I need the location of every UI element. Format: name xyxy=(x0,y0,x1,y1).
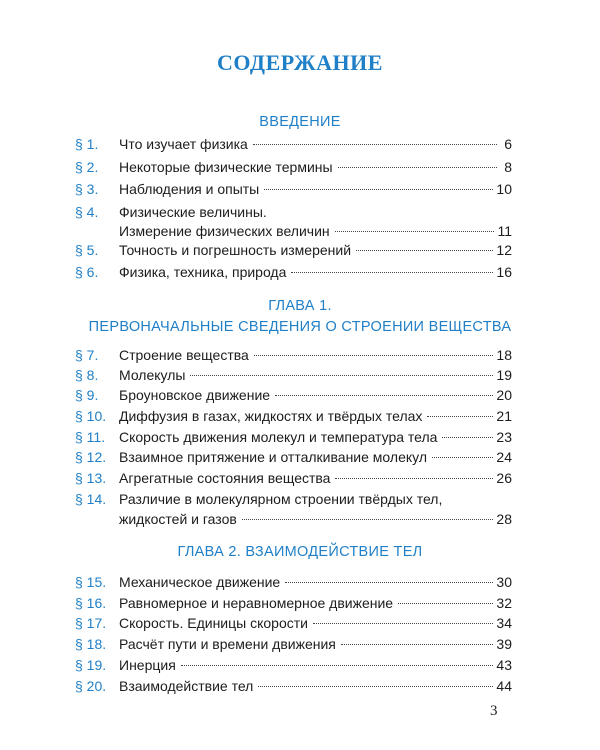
toc-entry[interactable] xyxy=(75,134,512,154)
toc-entry[interactable] xyxy=(75,468,512,488)
toc-entry[interactable] xyxy=(75,365,512,385)
page-ref: 26 xyxy=(496,470,512,486)
toc-entry[interactable] xyxy=(75,676,512,696)
section-number: § 18. xyxy=(75,636,107,652)
toc-entry-first-line[interactable] xyxy=(75,489,512,509)
page-ref: 24 xyxy=(496,449,512,465)
section-number: § 3. xyxy=(75,181,99,197)
section-number: § 6. xyxy=(75,264,99,280)
section-number: § 8. xyxy=(75,367,99,383)
dot-leader xyxy=(181,664,494,666)
section-heading-intro: ВВЕДЕНИЕ xyxy=(259,114,341,130)
entry-title: Расчёт пути и времени движения xyxy=(119,636,336,652)
section-number: § 20. xyxy=(75,678,107,694)
entry-title: Броуновское движение xyxy=(119,387,271,403)
dot-leader xyxy=(427,415,493,417)
page-ref: 39 xyxy=(496,636,512,652)
page-ref: 34 xyxy=(496,615,512,631)
entry-title: Равномерное и неравномерное движение xyxy=(119,595,394,611)
toc-entry[interactable] xyxy=(75,179,512,199)
section-number: § 10. xyxy=(75,408,107,424)
toc-entry[interactable] xyxy=(75,240,512,260)
entry-title: Взаимное притяжение и отталкивание молекул xyxy=(119,449,427,465)
section-number: § 2. xyxy=(75,159,99,175)
toc-entry[interactable] xyxy=(75,157,512,177)
dot-leader xyxy=(341,643,494,645)
entry-title: Строение вещества xyxy=(119,347,249,363)
toc-entry[interactable] xyxy=(75,427,512,447)
page-number: 3 xyxy=(490,703,498,719)
section-number: § 17. xyxy=(75,615,107,631)
toc-entry[interactable] xyxy=(75,572,512,592)
entry-title: Точность и погрешность измерений xyxy=(119,242,352,258)
dot-leader xyxy=(338,166,497,168)
dot-leader xyxy=(254,354,494,356)
entry-title: Некоторые физические термины xyxy=(119,159,333,175)
dot-leader xyxy=(285,581,493,583)
toc-entry[interactable] xyxy=(75,634,512,654)
entry-title: Агрегатные состояния вещества xyxy=(119,470,331,486)
page-title: СОДЕРЖАНИЕ xyxy=(217,50,383,75)
section-number: § 7. xyxy=(75,347,99,363)
dot-leader xyxy=(190,374,493,376)
section-number: § 13. xyxy=(75,470,107,486)
page-ref: 19 xyxy=(496,367,512,383)
dot-leader xyxy=(335,230,495,232)
dot-leader xyxy=(291,271,493,273)
entry-title: Физика, техника, природа xyxy=(119,264,287,280)
toc-entry[interactable] xyxy=(75,262,512,282)
page-ref: 11 xyxy=(497,223,512,239)
chapter-heading-title: ПЕРВОНАЧАЛЬНЫЕ СВЕДЕНИЯ О СТРОЕНИИ ВЕЩЕСТВА xyxy=(88,319,512,335)
toc-entry-continuation[interactable] xyxy=(119,221,512,241)
toc-entry[interactable] xyxy=(75,593,512,613)
entry-title: Скорость. Единицы скорости xyxy=(119,615,308,631)
section-number: § 19. xyxy=(75,657,107,673)
entry-title-continued: жидкостей и газов xyxy=(119,511,237,527)
toc-entry[interactable] xyxy=(75,385,512,405)
page-ref: 16 xyxy=(496,264,512,280)
dot-leader xyxy=(398,602,493,604)
page-ref: 20 xyxy=(496,387,512,403)
dot-leader xyxy=(253,143,497,145)
entry-title: Молекулы xyxy=(119,367,186,383)
page-ref: 32 xyxy=(496,595,512,611)
page-ref: 21 xyxy=(496,408,512,424)
toc-entry[interactable] xyxy=(75,447,512,467)
entry-title: Инерция xyxy=(119,657,176,673)
dot-leader xyxy=(356,249,493,251)
dot-leader xyxy=(442,436,493,438)
chapter-heading: ГЛАВА 2. ВЗАИМОДЕЙСТВИЕ ТЕЛ xyxy=(177,544,423,560)
page-ref: 12 xyxy=(496,242,512,258)
entry-title: Скорость движения молекул и температура тела xyxy=(119,429,438,445)
dot-leader xyxy=(258,685,493,687)
entry-title: Различие в молекулярном строении твёрдых тел, xyxy=(119,491,443,507)
toc-entry[interactable] xyxy=(75,613,512,633)
dot-leader xyxy=(313,622,493,624)
entry-title-continued: Измерение физических величин xyxy=(119,223,330,239)
page-ref: 23 xyxy=(496,429,512,445)
toc-entry-first-line[interactable] xyxy=(75,202,512,222)
page-ref: 28 xyxy=(496,511,512,527)
entry-title: Что изучает физика xyxy=(119,136,248,152)
entry-title: Механическое движение xyxy=(119,574,281,590)
dot-leader xyxy=(264,188,493,190)
toc-entry-continuation[interactable] xyxy=(119,509,512,529)
dot-leader xyxy=(335,477,493,479)
chapter-heading-number: ГЛАВА 1. xyxy=(268,298,332,314)
toc-entry[interactable] xyxy=(75,655,512,675)
section-number: § 1. xyxy=(75,136,99,152)
section-number: § 14. xyxy=(75,491,107,507)
section-number: § 9. xyxy=(75,387,99,403)
section-number: § 15. xyxy=(75,574,107,590)
section-number: § 16. xyxy=(75,595,107,611)
dot-leader xyxy=(432,456,493,458)
section-number: § 4. xyxy=(75,204,99,220)
page-ref: 30 xyxy=(496,574,512,590)
entry-title: Взаимодействие тел xyxy=(119,678,254,694)
page-ref: 18 xyxy=(496,347,512,363)
page-ref: 10 xyxy=(496,181,512,197)
section-number: § 12. xyxy=(75,449,107,465)
dot-leader xyxy=(275,394,493,396)
toc-entry[interactable] xyxy=(75,406,512,426)
page-ref: 43 xyxy=(496,657,512,673)
section-number: § 11. xyxy=(75,429,106,445)
page-ref: 6 xyxy=(504,136,512,152)
dot-leader xyxy=(242,518,494,520)
page-ref: 44 xyxy=(496,678,512,694)
entry-title: Физические величины. xyxy=(119,204,267,220)
entry-title: Диффузия в газах, жидкостях и твёрдых телах xyxy=(119,408,423,424)
entry-title: Наблюдения и опыты xyxy=(119,181,260,197)
section-number: § 5. xyxy=(75,242,99,258)
toc-entry[interactable] xyxy=(75,345,512,365)
page-ref: 8 xyxy=(504,159,512,175)
